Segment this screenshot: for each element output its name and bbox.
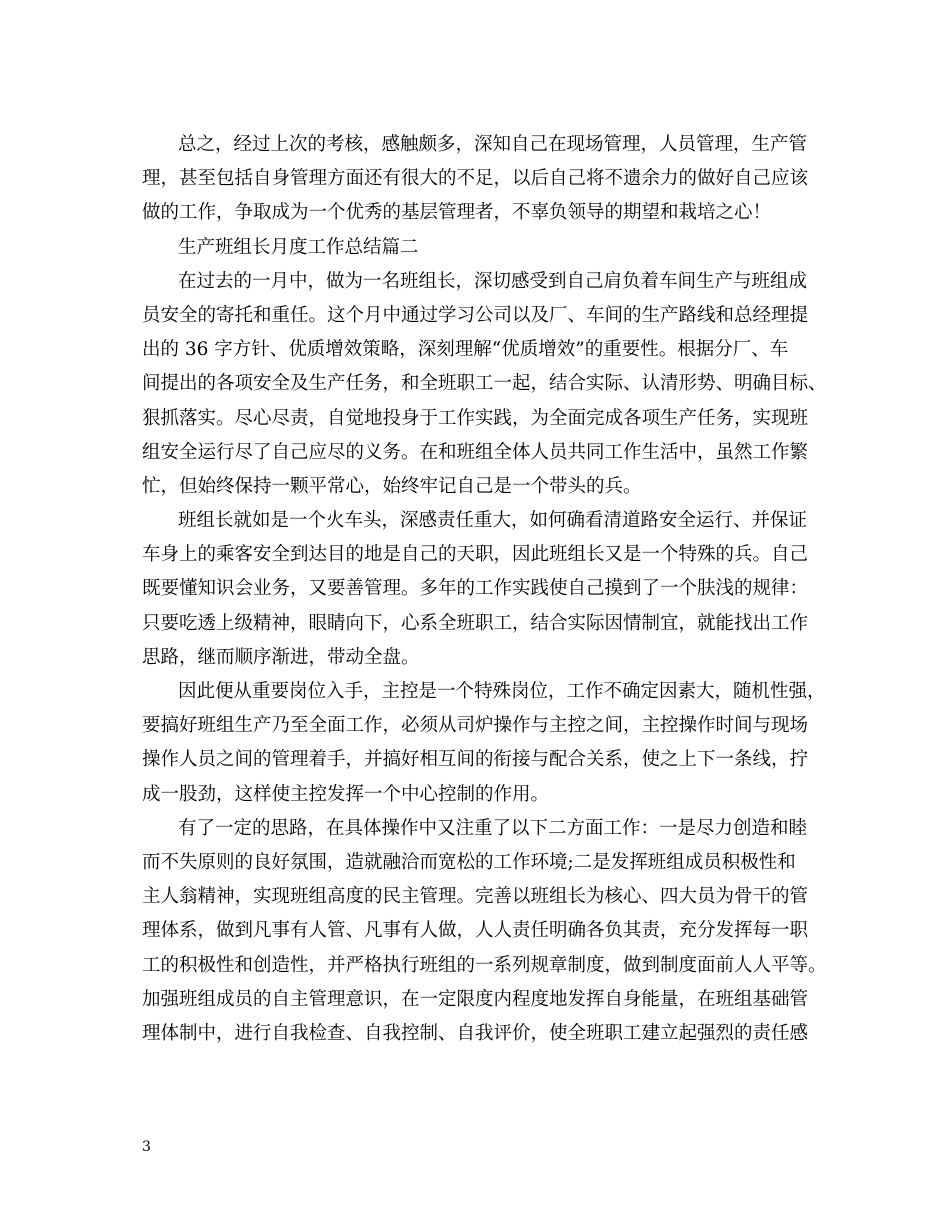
document-body [142, 128, 832, 1051]
text-line: 有了一定的思路，在具体操作中又注重了以下二方面工作：一是尽力创造和睦 [178, 817, 808, 839]
text-line: 狠抓落实。尽心尽责，自觉地投身于工作实践，为全面完成各项生产任务，实现班 [142, 407, 809, 429]
text-line: 车身上的乘客安全到达目的地是自己的天职，因此班组长又是一个特殊的兵。自己 [142, 544, 809, 566]
text-line: 要搞好班组生产乃至全面工作，必须从司炉操作与主控之间，主控操作时间与现场 [142, 715, 809, 737]
text-line: 加强班组成员的自主管理意识，在一定限度内程度地发挥自身能量，在班组基础管 [142, 988, 809, 1010]
text-line: 理体系，做到凡事有人管、凡事有人做，人人责任明确各负其责，充分发挥每一职 [142, 920, 809, 942]
text-line: 操作人员之间的管理着手，并搞好相互间的衔接与配合关系，使之上下一条线，拧 [142, 749, 809, 771]
text-line: 组安全运行尽了自己应尽的义务。在和班组全体人员共同工作生活中，虽然工作繁 [142, 441, 809, 463]
text-line: 总之，经过上次的考核，感触颇多，深知自己在现场管理，人员管理，生产管 [178, 134, 808, 155]
text-line: 思路，继而顺序渐进，带动全盘。 [142, 646, 420, 668]
text-line: 间提出的各项安全及生产任务，和全班职工一起，结合实际、认清形势、明确目标、 [142, 373, 827, 395]
text-line: 出的 36 字方针、优质增效策略，深刻理解“优质增效”的重要性。根据分厂、车 [142, 339, 789, 361]
text-line: 主人翁精神，实现班组高度的民主管理。完善以班组长为核心、四大员为骨干的管 [142, 886, 809, 908]
page-number: 3 [142, 1139, 151, 1155]
text-line: 而不失原则的良好氛围，造就融洽而宽松的工作环境;二是发挥班组成员积极性和 [142, 851, 796, 873]
text-line: 做的工作，争取成为一个优秀的基层管理者，不辜负领导的期望和栽培之心！ [142, 202, 772, 224]
text-line: 既要懂知识会业务，又要善管理。多年的工作实践使自己摸到了一个肤浅的规律： [142, 578, 809, 600]
text-line: 在过去的一月中，做为一名班组长，深切感受到自己肩负着车间生产与班组成 [178, 270, 808, 292]
text-line: 理，甚至包括自身管理方面还有很大的不足，以后自己将不遗余力的做好自己应该 [142, 168, 809, 190]
text-line: 只要吃透上级精神，眼睛向下，心系全班职工，结合实际因情制宜，就能找出工作 [142, 612, 809, 634]
text-line: 因此便从重要岗位入手，主控是一个特殊岗位，工作不确定因素大，随机性强， [178, 681, 826, 702]
text-line: 理体制中，进行自我检查、自我控制、自我评价，使全班职工建立起强烈的责任感 [142, 1022, 809, 1044]
text-line: 工的积极性和创造性，并严格执行班组的一系列规章制度，做到制度面前人人平等。 [142, 954, 827, 976]
text-line: 员安全的寄托和重任。这个月中通过学习公司以及厂、车间的生产路线和总经理提 [142, 304, 809, 326]
text-line: 忙，但始终保持一颗平常心，始终牢记自己是一个带头的兵。 [142, 475, 642, 497]
text-line: 生产班组长月度工作总结篇二 [178, 236, 419, 258]
text-line: 班组长就如是一个火车头，深感责任重大，如何确看清道路安全运行、并保证 [178, 510, 808, 532]
text-line: 成一股劲，这样使主控发挥一个中心控制的作用。 [142, 783, 550, 805]
